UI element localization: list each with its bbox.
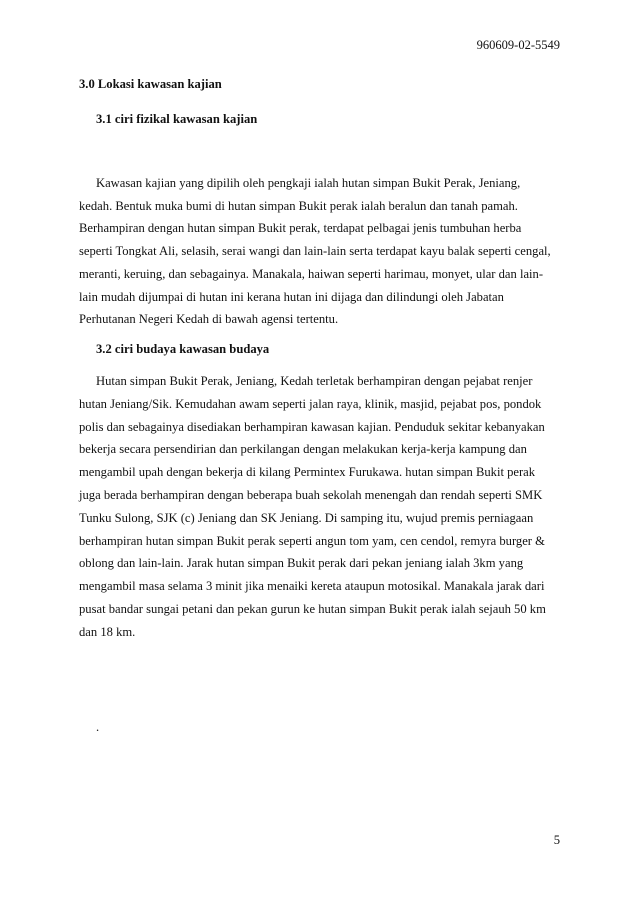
paragraph-line: oblong dan lain-lain. Jarak hutan simpan Bukit perak dari pekan jeniang ialah 3km yang (79, 556, 524, 571)
paragraph-line: Tunku Sulong, SJK (c) Jeniang dan SK Jeniang. Di samping itu, wujud premis perniagaan (79, 510, 534, 525)
document-id: 960609-02-5549 (476, 38, 560, 52)
paragraph-line: Berhampiran dengan hutan simpan Bukit perak, terdapat pelbagai jenis tumbuhan herba (79, 221, 522, 236)
paragraph-line: juga berada berhampiran dengan beberapa buah sekolah menengah dan rendah seperti SMK (79, 488, 543, 502)
paragraph-line: mengambil masa selama 3 minit jika menaiki kereta ataupun motosikal. Manakala jarak dari (79, 579, 545, 594)
paragraph-line: polis dan sebagainya disediakan berhampiran kawasan kajian. Penduduk sekitar kebanyakan (79, 419, 545, 434)
paragraph-line: lain mudah dijumpai di hutan ini kerana hutan ini dijaga dan dilindungi oleh Jabatan (79, 289, 504, 304)
paragraph-line: meranti, keruing, dan sebagainya. Manakala, haiwan seperti harimau, monyet, ular dan lain- (79, 266, 544, 281)
section-heading: 3.0 Lokasi kawasan kajian (79, 77, 222, 91)
paragraph-line: Hutan simpan Bukit Perak, Jeniang, Kedah terletak berhampiran dengan pejabat renjer (96, 374, 533, 388)
page-number: 5 (553, 833, 560, 847)
subsection-heading-cultural: 3.2 ciri budaya kawasan budaya (96, 342, 270, 356)
subsection-heading-physical: 3.1 ciri fizikal kawasan kajian (96, 112, 258, 126)
paragraph-line: pusat bandar sungai petani dan pekan gurun ke hutan simpan Bukit perak ialah sejauh 50 km (79, 602, 546, 616)
paragraph-line: seperti Tongkat Ali, selasih, serai wangi dan lain-lain serta terdapat kayu balak seperti cengal, (79, 244, 551, 259)
stray-period: . (96, 720, 100, 734)
paragraph-line: Perhutanan Negeri Kedah di bawah agensi tertentu. (79, 312, 339, 327)
paragraph-line: dan 18 km. (79, 624, 136, 639)
paragraph-line: bekerja secara persendirian dan perkilangan dengan melakukan kerja-kerja kampung dan (79, 442, 527, 457)
paragraph-line: mengambil upah dengan bekerja di kilang Permintex Furukawa. hutan simpan Bukit perak (79, 465, 536, 480)
paragraph-line: kedah. Bentuk muka bumi di hutan simpan Bukit perak ialah beralun dan tanah pamah. (79, 198, 518, 213)
paragraph-line: hutan Jeniang/Sik. Kemudahan awam seperti jalan raya, klinik, masjid, pejabat pos, pondok (79, 396, 542, 411)
paragraph-line: berhampiran hutan simpan Bukit perak seperti angun tom yam, cen cendol, remyra burger & (79, 533, 545, 548)
paragraph-line: Kawasan kajian yang dipilih oleh pengkaji ialah hutan simpan Bukit Perak, Jeniang, (96, 176, 521, 190)
